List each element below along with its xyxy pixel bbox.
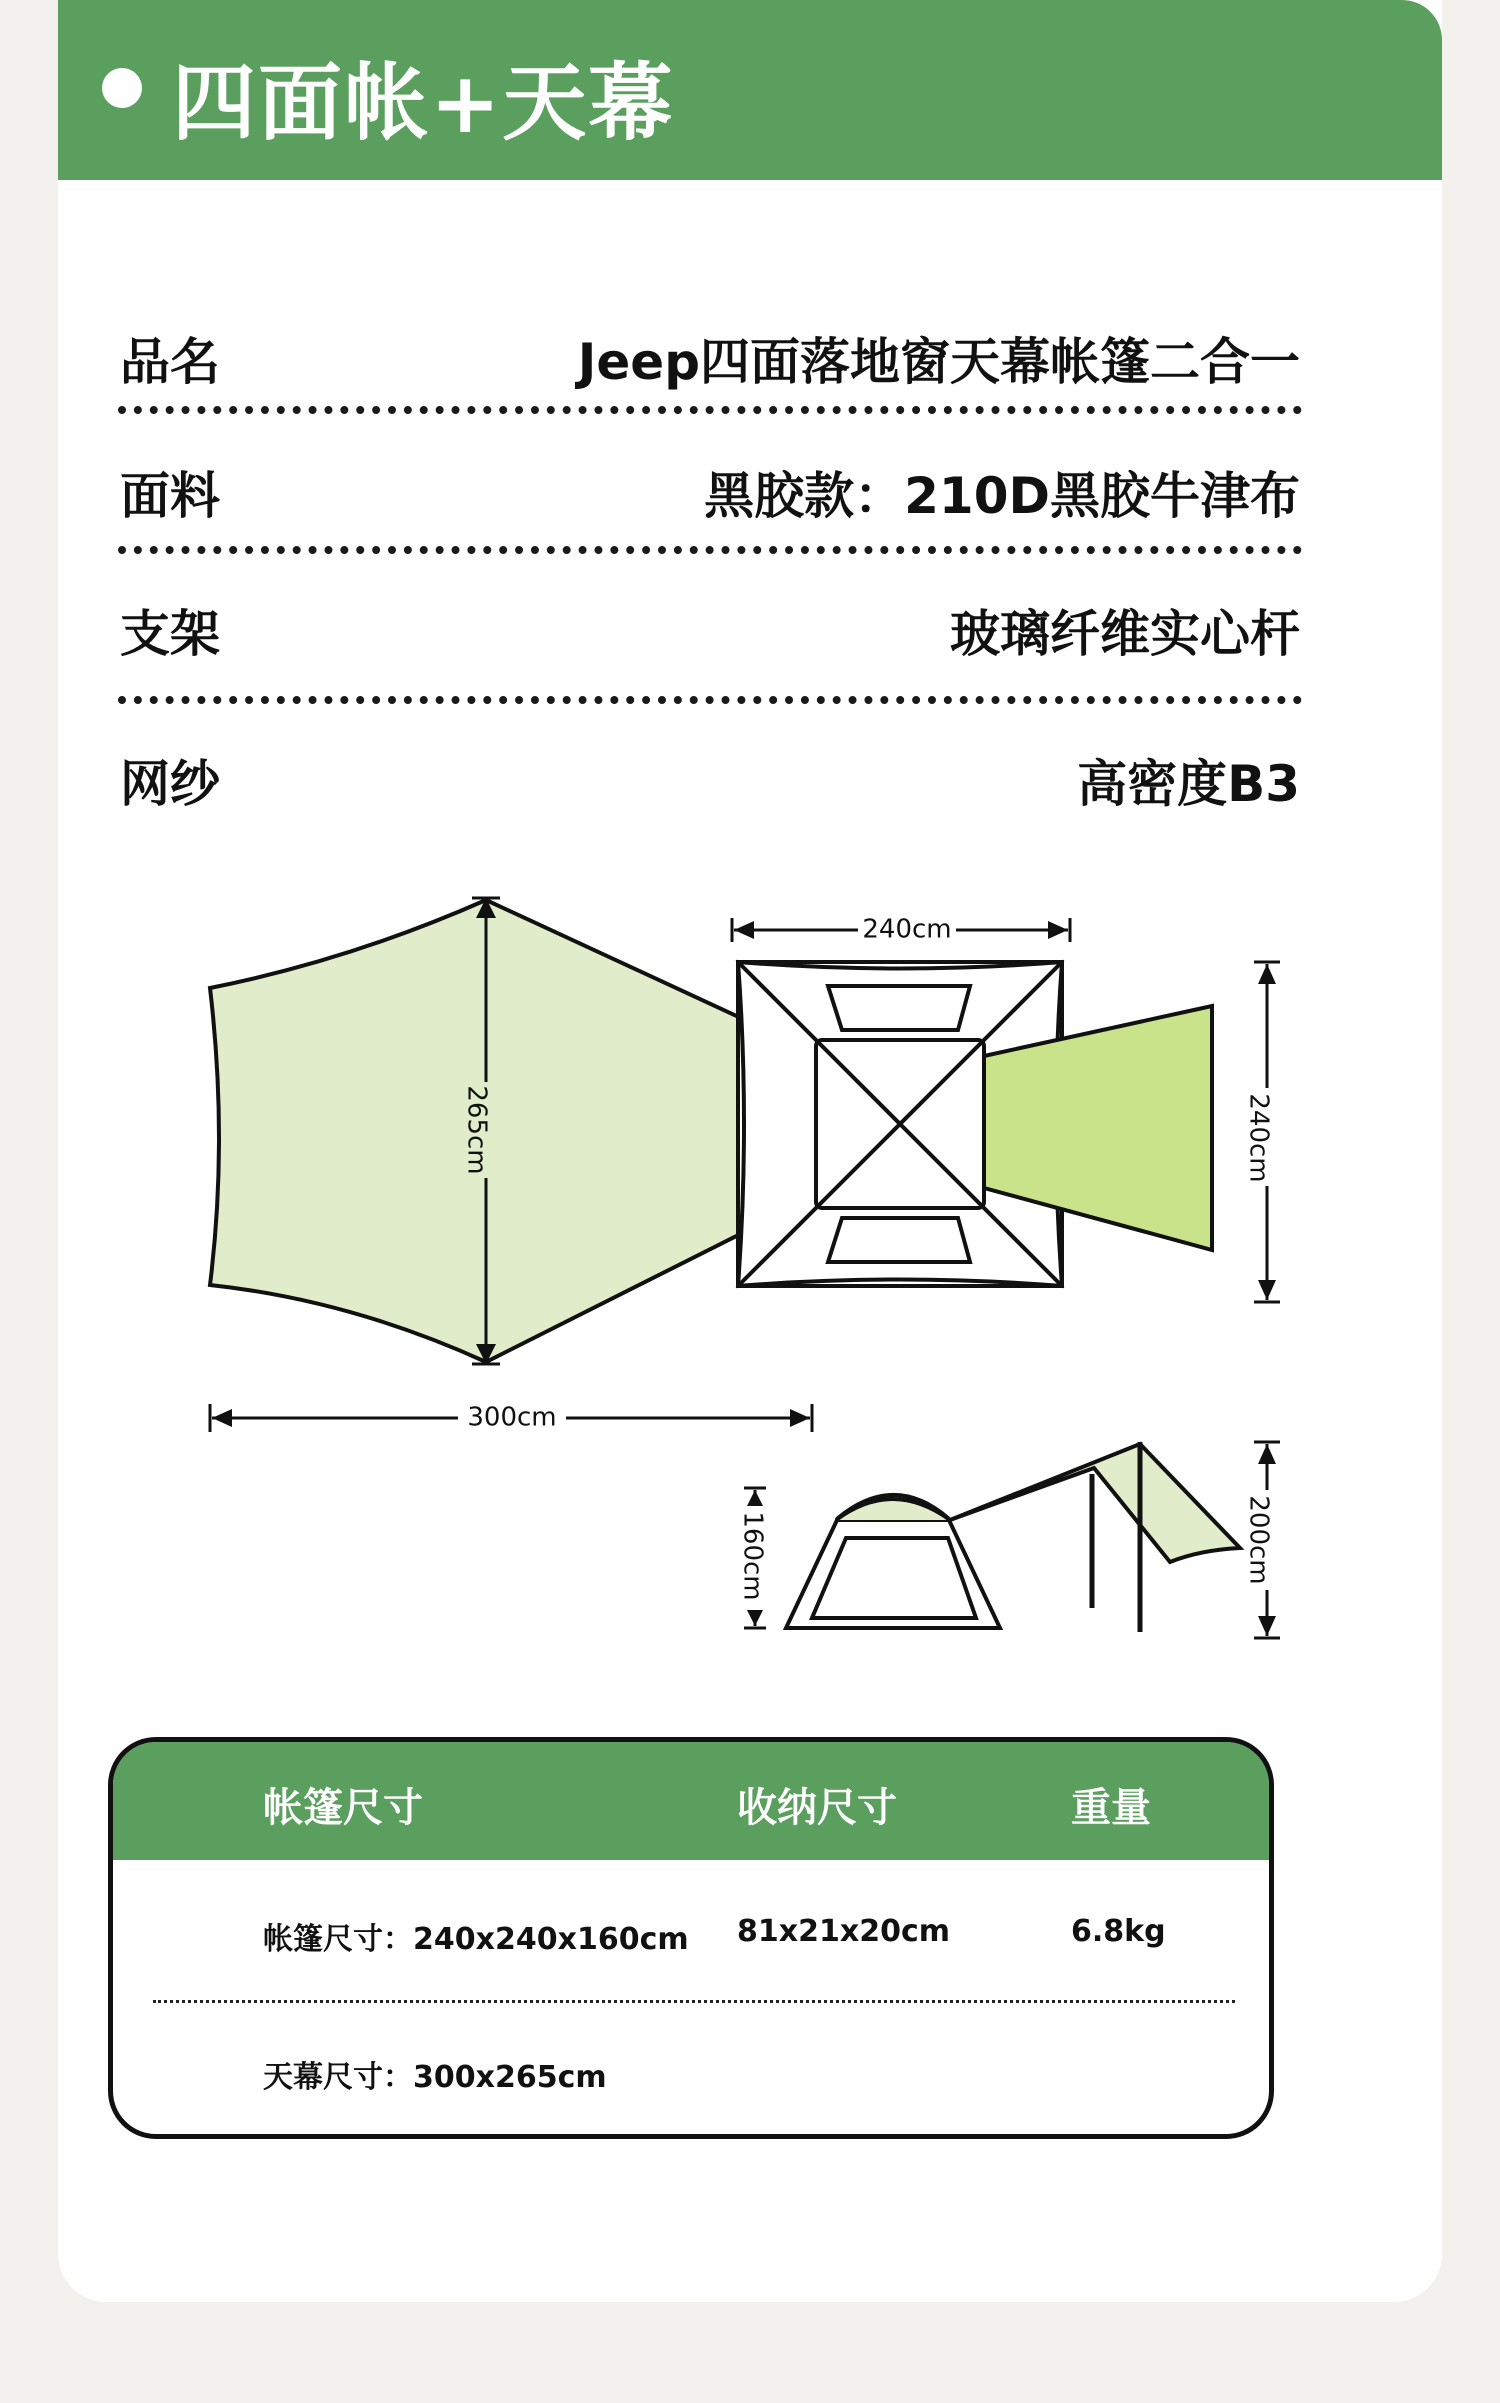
spec-key: 品名	[120, 333, 220, 391]
tarp-shape	[210, 900, 812, 1362]
spec-key: 面料	[120, 467, 220, 525]
tarp-width-label: 300cm	[467, 1402, 557, 1433]
size-table	[108, 1737, 1274, 2139]
table-header-cell: 帐篷尺寸	[263, 1785, 423, 1831]
arrow-left-icon	[212, 1409, 232, 1427]
arrow-up-icon	[1258, 1444, 1276, 1464]
arrow-right-icon	[790, 1409, 810, 1427]
spec-value: 高密度B3	[1077, 755, 1300, 813]
arrow-down-icon	[1258, 1280, 1276, 1300]
tent-width-label: 240cm	[862, 914, 952, 945]
tent-depth-label: 240cm	[1243, 1093, 1274, 1183]
spec-value: Jeep四面落地窗天幕帐篷二合一	[577, 333, 1300, 391]
table-header	[113, 1742, 1269, 1860]
arrow-up-icon	[1258, 964, 1276, 984]
table-row-divider	[153, 2000, 1235, 2003]
table-header-cell: 重量	[1071, 1785, 1151, 1831]
table-cell: 81x21x20cm	[737, 1914, 950, 1949]
spec-key: 网纱	[120, 755, 220, 813]
table-cell: 帐篷尺寸：240x240x160cm	[263, 1922, 689, 1957]
arrow-right-icon	[1048, 921, 1068, 939]
section-title: 四面帐+天幕	[172, 54, 675, 152]
arrow-down-icon	[1258, 1616, 1276, 1636]
table-cell: 6.8kg	[1071, 1914, 1166, 1949]
pole-height-label: 200cm	[1243, 1495, 1274, 1585]
table-header-cell: 收纳尺寸	[737, 1785, 897, 1831]
spec-key: 支架	[120, 605, 220, 663]
awning-side-shape	[950, 1444, 1240, 1562]
arrow-up-icon	[747, 1490, 763, 1506]
spec-value: 黑胶款：210D黑胶牛津布	[704, 467, 1300, 525]
tarp-height-label: 265cm	[461, 1085, 492, 1175]
spec-value: 玻璃纤维实心杆	[950, 605, 1300, 663]
tent-height-label: 160cm	[737, 1511, 768, 1601]
arrow-down-icon	[747, 1610, 763, 1626]
table-cell: 天幕尺寸：300x265cm	[263, 2060, 607, 2095]
arrow-left-icon	[734, 921, 754, 939]
